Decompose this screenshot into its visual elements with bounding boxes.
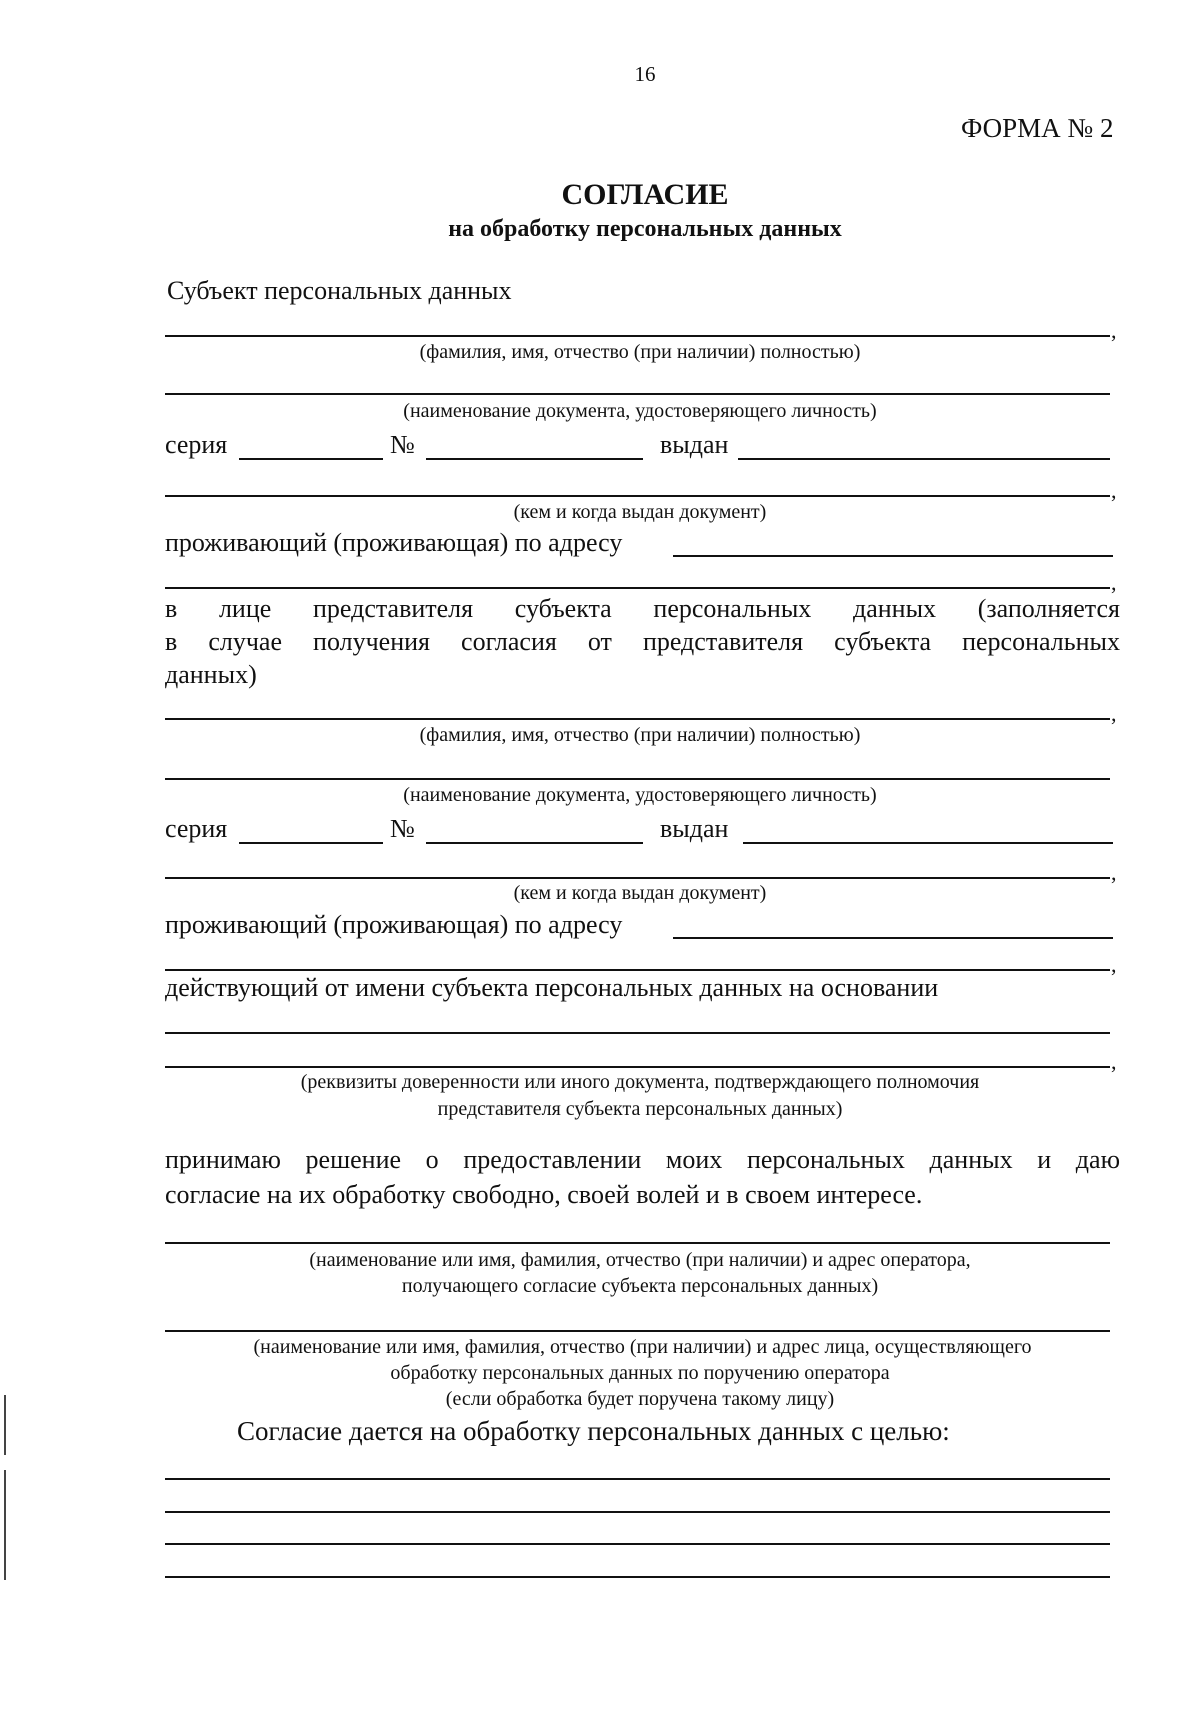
purpose-field-4[interactable]	[165, 1576, 1110, 1578]
representative-fio-field[interactable]	[165, 718, 1110, 720]
field-comma: ,	[1111, 952, 1117, 977]
representative-issued-field[interactable]	[743, 842, 1113, 844]
representative-issued-by-field[interactable]	[165, 877, 1110, 879]
decision-text-line: принимаю решение о предоставлении моих персональных данных и даю	[165, 1145, 1120, 1174]
representative-number-field[interactable]	[426, 842, 643, 844]
series-label: серия	[165, 814, 228, 843]
subject-label: Субъект персональных данных	[167, 276, 512, 305]
page-number: 16	[634, 62, 656, 86]
field-comma: ,	[1111, 318, 1117, 343]
subject-series-field[interactable]	[239, 458, 383, 460]
operator-field[interactable]	[165, 1242, 1110, 1244]
purpose-label: Согласие дается на обработку персональных данных с целью:	[237, 1416, 950, 1446]
decision-text-line: согласие на их обработку свободно, своей волей и в своем интересе.	[165, 1180, 923, 1209]
representative-address-field-2[interactable]	[165, 969, 1110, 971]
representative-document-field[interactable]	[165, 778, 1110, 780]
purpose-field-1[interactable]	[165, 1478, 1110, 1480]
field-comma: ,	[1111, 478, 1117, 503]
representative-fio-hint: (фамилия, имя, отчество (при наличии) полностью)	[419, 724, 861, 746]
subject-issued-by-field[interactable]	[165, 495, 1110, 497]
subject-document-field[interactable]	[165, 393, 1110, 395]
representative-address-field[interactable]	[673, 937, 1113, 939]
processor-hint-line: (если обработка будет поручена такому лицу)	[445, 1388, 835, 1410]
representative-text-line: в случае получения согласия от представителя субъекта персональных	[165, 627, 1120, 656]
document-subtitle: на обработку персональных данных	[448, 216, 842, 242]
subject-address-field[interactable]	[673, 555, 1113, 557]
issued-label: выдан	[660, 814, 729, 843]
purpose-field-2[interactable]	[165, 1511, 1110, 1513]
series-label: серия	[165, 430, 228, 459]
authority-document-field[interactable]	[165, 1032, 1110, 1034]
subject-issued-field[interactable]	[738, 458, 1110, 460]
field-comma: ,	[1111, 860, 1117, 885]
subject-document-hint: (наименование документа, удостоверяющего личность)	[403, 400, 877, 422]
form-number: ФОРМА № 2	[961, 113, 1114, 143]
processor-hint-line: обработку персональных данных по поручению оператора	[390, 1362, 890, 1384]
field-comma: ,	[1111, 701, 1117, 726]
processor-hint-line: (наименование или имя, фамилия, отчество (при наличии) и адрес лица, осуществляющего	[253, 1336, 1032, 1358]
representative-text-line: в лице представителя субъекта персональных данных (заполняется	[165, 594, 1120, 623]
acting-basis-label: действующий от имени субъекта персональных данных на основании	[165, 973, 939, 1002]
representative-address-label: проживающий (проживающая) по адресу	[165, 910, 623, 939]
operator-hint-line: (наименование или имя, фамилия, отчество (при наличии) и адрес оператора,	[309, 1249, 971, 1271]
representative-series-field[interactable]	[239, 842, 383, 844]
scan-artifact	[4, 1470, 6, 1580]
subject-fio-field[interactable]	[165, 335, 1110, 337]
purpose-field-3[interactable]	[165, 1543, 1110, 1545]
representative-document-hint: (наименование документа, удостоверяющего личность)	[403, 784, 877, 806]
subject-address-label: проживающий (проживающая) по адресу	[165, 528, 623, 557]
representative-issued-hint: (кем и когда выдан документ)	[513, 882, 767, 904]
authority-hint-line: (реквизиты доверенности или иного документа, подтверждающего полномочия	[300, 1071, 980, 1093]
subject-number-field[interactable]	[426, 458, 643, 460]
subject-fio-hint: (фамилия, имя, отчество (при наличии) полностью)	[419, 341, 861, 363]
subject-issued-hint: (кем и когда выдан документ)	[513, 501, 767, 523]
operator-hint-line: получающего согласие субъекта персональных данных)	[401, 1275, 879, 1297]
authority-hint-line: представителя субъекта персональных данных)	[437, 1098, 843, 1120]
document-title: СОГЛАСИЕ	[561, 178, 729, 211]
field-comma: ,	[1111, 570, 1117, 595]
authority-document-field-2[interactable]	[165, 1066, 1110, 1068]
number-label: №	[390, 430, 415, 459]
processor-field[interactable]	[165, 1330, 1110, 1332]
subject-address-field-2[interactable]	[165, 587, 1110, 589]
issued-label: выдан	[660, 430, 729, 459]
field-comma: ,	[1111, 1049, 1117, 1074]
number-label: №	[390, 814, 415, 843]
representative-text-line: данных)	[165, 660, 257, 689]
